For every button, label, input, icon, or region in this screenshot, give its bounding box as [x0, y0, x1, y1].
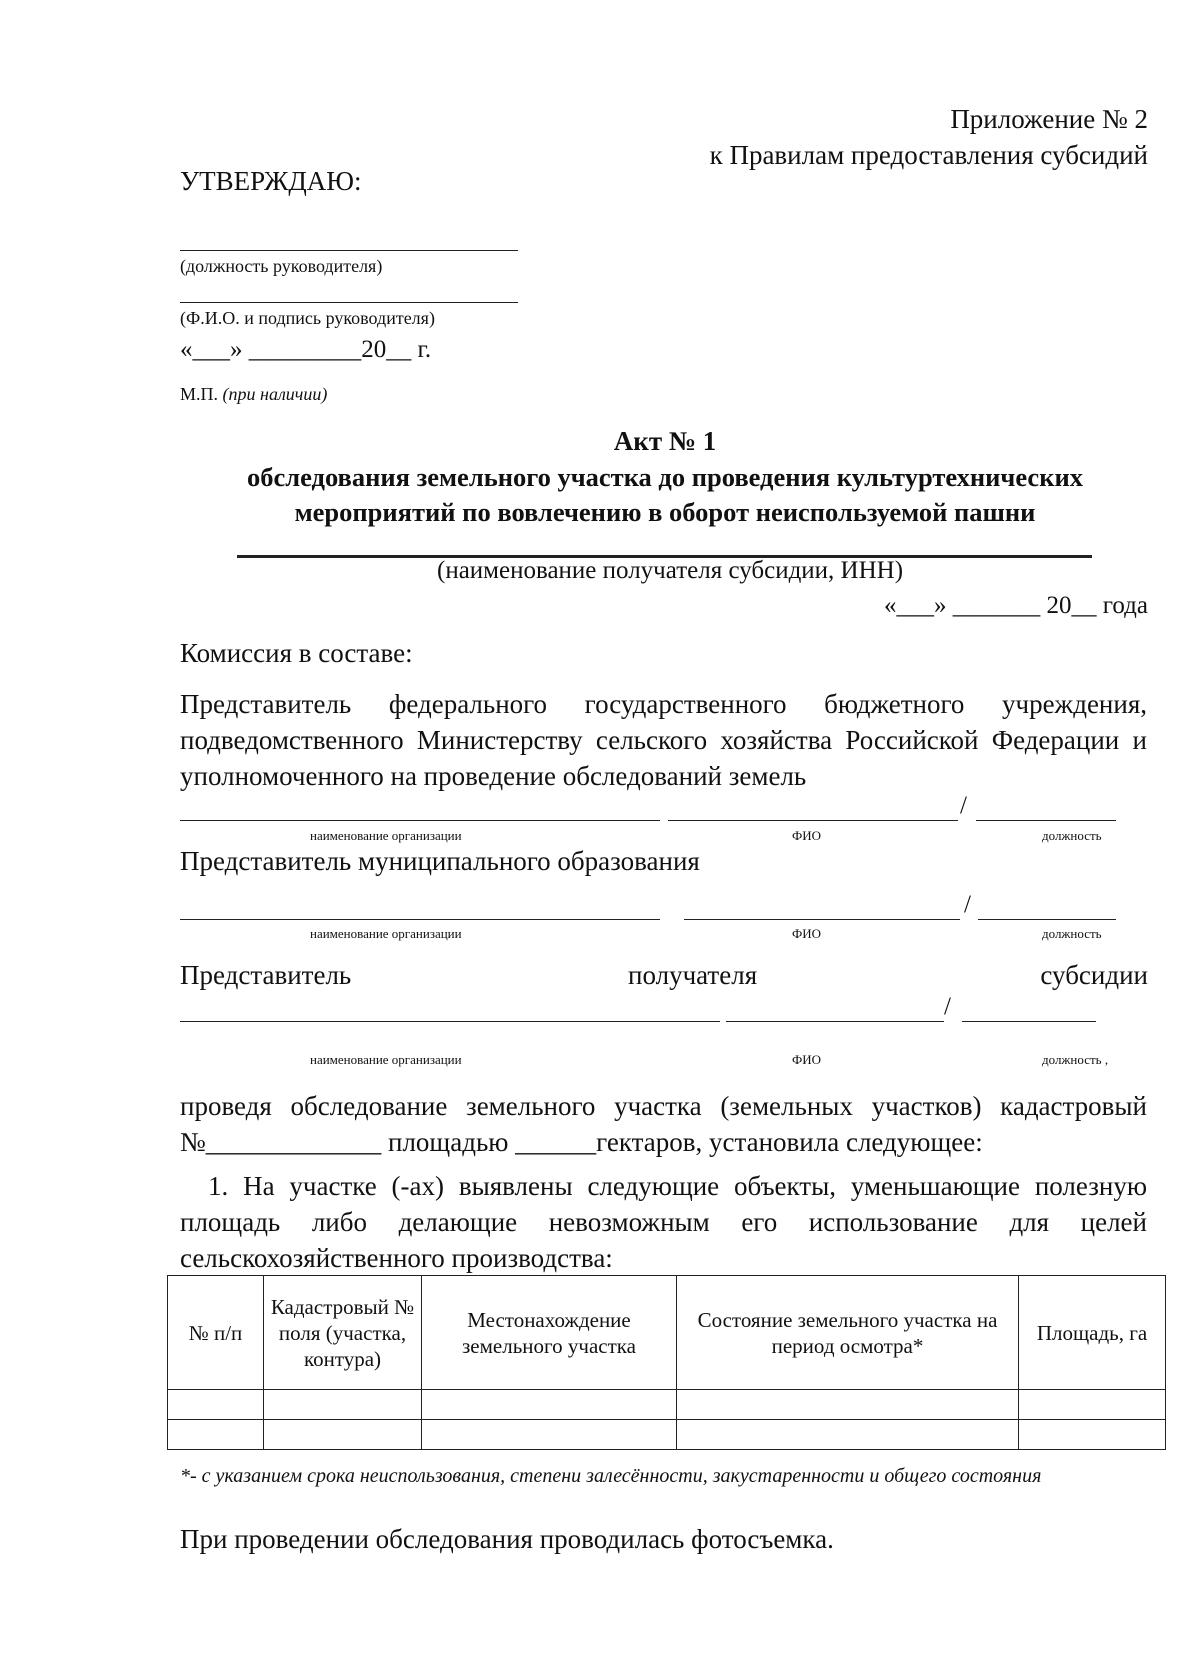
table-cell[interactable] [422, 1390, 677, 1420]
position-caption: (должность руководителя) [180, 256, 383, 276]
table-cell[interactable] [1019, 1390, 1166, 1420]
recipient-rep-word3: субсидии [1040, 960, 1148, 990]
federal-position-caption: должность [1042, 828, 1102, 843]
position-signature-line [180, 250, 518, 251]
municipal-slash: / [964, 891, 971, 918]
federal-fio-caption: ФИО [792, 828, 822, 843]
table-header-cell: № п/п [168, 1276, 264, 1390]
recipient-org-caption: наименование организации [310, 1052, 462, 1067]
approval-date-line: «___» _________20__ г. [180, 336, 432, 363]
recipient-slash: / [944, 993, 951, 1020]
stamp-note [180, 384, 327, 405]
act-number: Акт № 1 [613, 426, 717, 456]
table-header-cell: Состояние земельного участка на период осмотра* [677, 1276, 1019, 1390]
recipient-rep-word2: получателя [628, 960, 758, 990]
annex-title: Приложение № 2 [950, 104, 1148, 134]
table-header-cell: Местонахождение земельного участка [422, 1276, 677, 1390]
name-signature-line [180, 302, 518, 303]
federal-representative-text: Представитель федерального государственного бюджетного учреждения, подведомственного Министерству сельского хозяйства Российской Федерации и уполномоченного на проведение обследований земель [180, 689, 1147, 791]
municipal-position-line [978, 919, 1116, 920]
commission-heading: Комиссия в составе: [180, 638, 413, 668]
municipal-org-caption: наименование организации [310, 926, 462, 941]
table-header-cell: Площадь, га [1019, 1276, 1166, 1390]
federal-org-caption: наименование организации [310, 828, 462, 843]
table-cell[interactable] [677, 1390, 1019, 1420]
municipal-position-caption: должность [1042, 926, 1102, 941]
federal-slash: / [960, 792, 967, 819]
federal-position-line [976, 820, 1116, 821]
table-footnote: *- с указанием срока неиспользования, степени залесённости, закустаренности и общего состояния [180, 1465, 1042, 1487]
recipient-fio-line [726, 1021, 944, 1022]
recipient-org-line [180, 1021, 720, 1022]
stamp-note-text: (при наличии) [222, 384, 328, 404]
table-cell[interactable] [264, 1390, 422, 1420]
municipal-fio-caption: ФИО [792, 926, 822, 941]
recipient-caption: (наименование получателя субсидии, ИНН) [437, 557, 904, 584]
survey-intro-text: проведя обследование земельного участка (земельных участков) кадастровый №_____________ площадью ______гектаров, установила следующее: [180, 1091, 1147, 1157]
act-title-line1: обследования земельного участка до проведения культуртехнических [247, 462, 1083, 492]
recipient-rep-word1: Представитель [180, 960, 352, 990]
table-cell[interactable] [1019, 1420, 1166, 1450]
table-header-cell: Кадастровый № поля (участка, контура) [264, 1276, 422, 1390]
act-date-line: «___» _______ 20__ года [884, 592, 1148, 619]
objects-table [167, 1275, 1166, 1450]
table-header-row [168, 1276, 1166, 1390]
municipal-fio-line [684, 919, 960, 920]
table-cell[interactable] [168, 1420, 264, 1450]
table-cell[interactable] [422, 1420, 677, 1450]
annex-subtitle: к Правилам предоставления субсидий [709, 140, 1148, 170]
stamp-prefix: М.П. [180, 384, 219, 404]
federal-fio-line [668, 820, 958, 821]
survey-item-1-text: 1. На участке (-ах) выявлены следующие объекты, уменьшающие полезную площадь либо делающие невозможным его использование для целей сельскохозяйственного производства: [180, 1171, 1147, 1273]
recipient-position-line [962, 1021, 1096, 1022]
table-cell[interactable] [264, 1420, 422, 1450]
municipal-org-line [180, 919, 660, 920]
closing-sentence: При проведении обследования проводилась фотосъемка. [180, 1524, 834, 1554]
name-caption: (Ф.И.О. и подпись руководителя) [180, 308, 435, 328]
table-row [168, 1390, 1166, 1420]
table-cell[interactable] [168, 1390, 264, 1420]
table-cell[interactable] [677, 1420, 1019, 1450]
municipal-representative-text: Представитель муниципального образования [180, 846, 700, 876]
approval-heading: УТВЕРЖДАЮ: [180, 166, 362, 196]
federal-org-line [180, 820, 660, 821]
recipient-fio-caption: ФИО [792, 1052, 822, 1067]
act-title-line2: мероприятий по вовлечению в оборот неиспользуемой пашни [294, 497, 1036, 527]
table-row [168, 1420, 1166, 1450]
recipient-position-caption: должность , [1042, 1052, 1109, 1067]
